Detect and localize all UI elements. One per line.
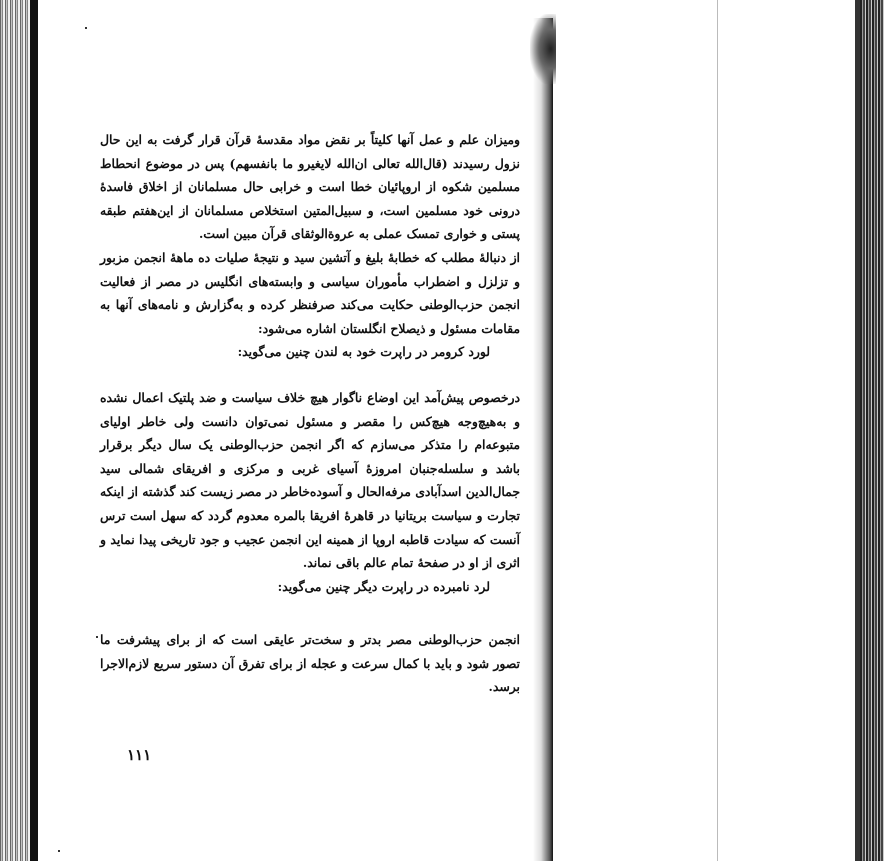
page-number: ۱۱۱ — [127, 746, 152, 764]
quote-cromer: درخصوص پیش‌آمد این اوضاع ناگوار هیچ خلاف سیاست و ضد پلتیک اعمال نشده و به‌هیچ‌وجه هیچ‌کس را مقصر و مسئول نمی‌توان دانست ولی خاطر اولیای متبوعه‌ام را متذکر می‌سازم که اگر انجمن حزب‌الوطنی یک سال دیگر برقرار باشد و سلسله‌جنبان امروزهٔ آسیای غربی و مرکزی و افریقای شمالی سید جمال‌الدین اسدآبادی مرفه‌الحال و آسوده‌خاطر در مصر زیست کند گذشته از اینکه تجارت و سیاست بریتانیا در قاهرهٔ افریقا بالمره معدوم گردد که سهل است ترس آنست که سیادت قاطبه اروپا از همینه این انجمن عجیب و جود تاریخی پیدا نماید و اثری از او در صفحهٔ تمام عالم باقی نماند. — [100, 389, 520, 571]
quote-second: انجمن حزب‌الوطنی مصر بدتر و سخت‌تر عایقی است که از برای پیشرفت ما تصور شود و باید با کمال سرعت و عجله از برای تفرق آن دستور سریع لازم‌الاجرا برسد. — [100, 632, 520, 695]
page-body — [100, 128, 520, 699]
paragraph-1: ومیزان علم و عمل آنها کلیتاً بر نقض مواد مقدسهٔ قرآن قرار گرفت به این حال نزول رسیدند (قال‌الله تعالی ان‌الله لایغیرو ما بانفسهم) پس در موضوع انحطاط مسلمین شکوه از اروپائیان خطا است و خرابی حال مسلمانان از اخلاق فاسدهٔ درونی خود مسلمین است، و سبیل‌المتین استخلاص مسلمانان از این‌هفتم طبقه پستی و خواری تمسک عملی به عروة‌الوثقای قرآن مبین است. — [100, 132, 520, 242]
scan-edge-left — [0, 0, 34, 861]
scan-edge-right — [860, 0, 884, 861]
scan-faint-line — [717, 0, 718, 861]
paragraph-2: از دنبالهٔ مطلب که خطابهٔ بلیغ و آتشین سید و نتیجهٔ صلیات ده ماههٔ انجمن مزبور و تزلزل و اضطراب مأموران سیاسی و وابسته‌های انگلیس در مصر از فعالیت انجمن حزب‌الوطنی حکایت می‌کند صرفنظر کرده و به‌گزارش و نامه‌های آنها به مقامات مسئول و ذیصلاح انگلستان اشاره می‌شود: — [100, 249, 520, 336]
scan-speck — [85, 27, 87, 29]
scan-speck — [96, 636, 98, 638]
quote-intro-second: لرد نامبرده در راپرت دیگر چنین می‌گوید: — [277, 578, 490, 594]
book-spine-top-shadow — [530, 14, 556, 84]
scan-edge-left-shadow — [30, 0, 38, 861]
book-spine-shadow — [533, 18, 553, 861]
quote-intro-cromer: لورد کرومر در راپرت خود به لندن چنین می‌گوید: — [237, 344, 490, 360]
scan-speck — [58, 850, 60, 852]
